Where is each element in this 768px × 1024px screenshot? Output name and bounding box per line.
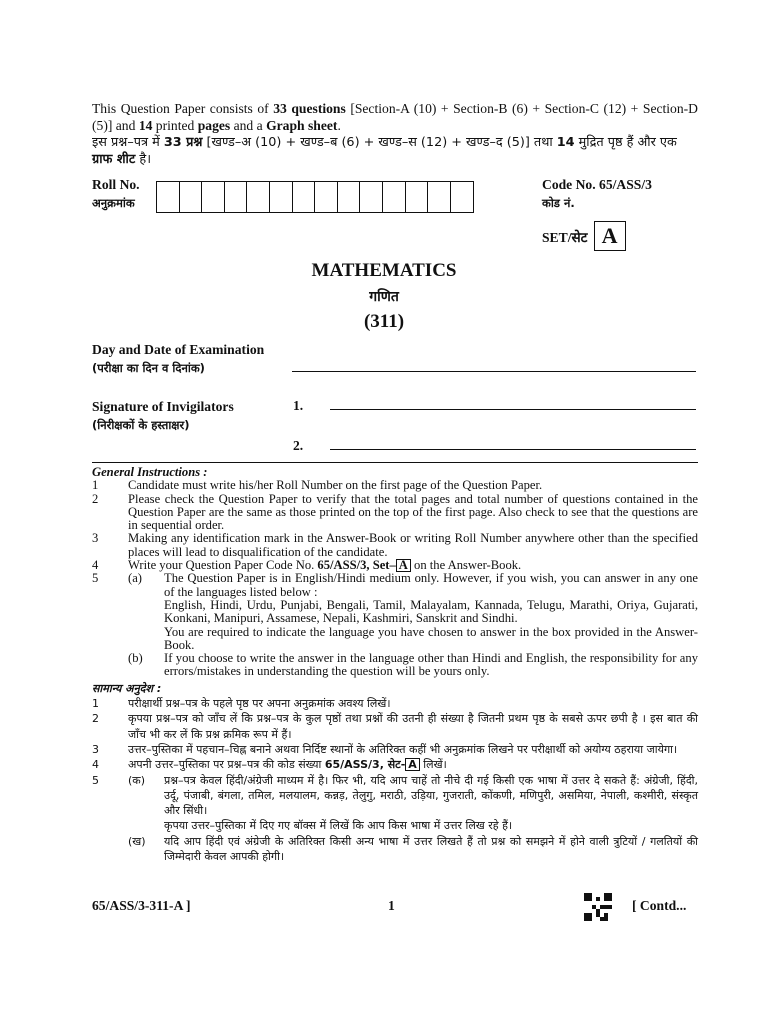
code-number [542,176,652,212]
code-label-en: Code No. 65/ASS/3 [542,177,652,192]
instruction-item [92,572,698,652]
instruction-text-part: The Question Paper is in English/Hindi medium only. However, if you wish, you can answer in any one of the languages listed below : [164,571,698,599]
instruction-number: 5 [92,773,99,787]
intro-question-count: 33 questions [273,101,346,116]
intro-hi-text: इस प्रश्न–पत्र में [92,135,164,150]
set-label: SET/सेट [542,229,588,245]
instruction-text-part: You are required to indicate the language you have chosen to answer in the box provided in the Answer-Book. [164,624,698,652]
hindi-instruction-item [92,742,698,757]
roll-number-digit-box[interactable] [360,182,383,212]
invigilator-1-line[interactable] [330,409,696,410]
roll-number-digit-box[interactable] [202,182,225,212]
instruction-number: 4 [92,758,99,772]
intro-pages-word: pages [197,118,231,133]
set-value-box: A [594,221,626,251]
roll-label-hi: अनुक्रमांक [92,196,135,210]
instruction-text [164,572,698,652]
instruction-text: यदि आप हिंदी एवं अंग्रेजी के अतिरिक्त किसी अन्य भाषा में उत्तर लिखते हैं तो प्रश्न को समझने में होने वाली त्रुटियों / गलतियों की जिम्मेदारी केवल आपकी होगी। [164,834,698,864]
roll-number-digit-box[interactable] [180,182,203,212]
instruction-text: कृपया प्रश्न–पत्र को जाँच लें कि प्रश्न–पत्र के कुल पृष्ठों तथा प्रश्नों की उतनी ही संख्या है जितनी प्रथम पृष्ठ के सबसे ऊपर छपी है । इस बात की जाँच भी कर लें कि प्रश्न क्रमिक रूप में हैं। [128,712,698,741]
instruction-text: Please check the Question Paper to verify that the total pages and total number of questions contained in the Question Paper are the same as those printed on the top of the first page. Also check to see that the questions are in sequential order. [128,491,698,533]
instruction-number: 1 [92,478,99,493]
instruction-item [92,652,698,679]
subject-code: (311) [363,311,405,332]
instruction-item [92,532,698,559]
intro-hi-graph-sheet: ग्राफ शीट [92,152,136,167]
exam-date-label-en: Day and Date of Examination [92,342,265,357]
instruction-number: 1 [92,697,99,711]
invigilator-2-number: 2. [293,438,304,453]
roll-number-digit-box[interactable] [383,182,406,212]
instruction-text-part: प्रश्न–पत्र केवल हिंदी/अंग्रेजी माध्यम में है। फिर भी, यदि आप चाहें तो नीचे दी गई किसी एक भाषा में उत्तर दे सकते हैं: अंग्रेजी, हिंदी, उर्दू, पंजाबी, बंगला, तमिल, मलयालम, कन्नड़, तेलुगु, मराठी, उड़िया, गुजराती, कोंकणी, मणिपुरी, असमिया, नेपाली, कश्मीरी, संस्कृत और सिंधी। [164,773,698,818]
hindi-instruction-item [92,696,698,711]
instruction-number: 3 [92,531,99,546]
intro-hi-text: है। [135,152,152,167]
hindi-instruction-item [92,711,698,742]
hindi-instruction-item [92,834,698,865]
instruction-sub-label: (b) [128,651,143,666]
roll-number-label [92,176,140,212]
instruction-sub-label: (क) [128,773,146,787]
invigilators-label [92,397,234,435]
roll-number-digit-box[interactable] [157,182,180,212]
hindi-instruction-item [92,773,698,834]
instruction-number: 4 [92,558,99,573]
intro-hi-question-count: 33 प्रश्न [163,135,203,150]
roll-number-boxes[interactable] [156,181,474,213]
instruction-number: 2 [92,712,99,726]
invigilators-label-en: Signature of Invigilators [92,399,234,414]
intro-text: printed [152,118,198,133]
instruction-text-part: Write your Question Paper Code No. [128,558,318,573]
invigilator-2-line[interactable] [330,449,696,450]
divider [92,462,698,463]
instruction-code: 65/ASS/3, Set– [317,558,396,573]
roll-number-digit-box[interactable] [270,182,293,212]
instruction-code: 65/ASS/3, सेट- [324,758,406,772]
instruction-text [164,773,698,834]
instruction-text: परीक्षार्थी प्रश्न–पत्र के पहले पृष्ठ पर अपना अनुक्रमांक अवश्य लिखें। [128,697,391,711]
roll-number-digit-box[interactable] [247,182,270,212]
instruction-text: Making any identification mark in the Answer-Book or writing Roll Number anywhere other than the specified places will lead to disqualification of the candidate. [128,531,698,559]
exam-date-line[interactable] [292,371,696,372]
subject-title-hindi: गणित [369,289,399,305]
exam-date-label [92,340,264,378]
intro-hi-text: [खण्ड–अ (10) + खण्ड–ब (6) + खण्ड–स (12) + खण्ड–द (5)] तथा [202,135,557,150]
instruction-sub-label: (a) [128,571,142,586]
footer-page-number: 1 [388,898,395,913]
inline-set-box: A [396,559,411,572]
instruction-text [128,757,698,772]
roll-number-digit-box[interactable] [293,182,316,212]
instruction-text: If you choose to write the answer in the language other than Hindi and English, the responsibility for any errors/mistakes in understanding the question will be yours only. [164,651,698,679]
roll-number-digit-box[interactable] [338,182,361,212]
invigilators-label-hi: (निरीक्षकों के हस्ताक्षर) [92,418,190,432]
instruction-text: Candidate must write his/her Roll Number on the first page of the Question Paper. [128,478,543,493]
instruction-item [92,479,698,492]
qr-code-icon [584,893,612,921]
intro-english [92,100,698,134]
general-instructions-heading: General Instructions : [92,465,208,479]
intro-text: This Question Paper consists of [92,101,274,116]
roll-number-digit-box[interactable] [225,182,248,212]
intro-hindi [92,134,698,168]
intro-text: [Section-A (10) + Section-B (6) + Section-C (12) + Section-D (5)] and [92,101,698,133]
roll-label-en: Roll No. [92,177,140,192]
footer-paper-code: 65/ASS/3-311-A ] [92,898,191,913]
roll-number-digit-box[interactable] [428,182,451,212]
footer-contd: [ Contd... [632,898,687,913]
intro-text: and a [230,118,267,133]
instruction-number: 3 [92,742,99,756]
roll-number-digit-box[interactable] [406,182,429,212]
instruction-text: उत्तर–पुस्तिका में पहचान–चिह्न बनाने अथवा निर्दिष्ट स्थानों के अतिरिक्त कहीं भी अनुक्रमांक लिखने पर परीक्षार्थी को अयोग्य ठहराया जायेगा। [128,742,678,756]
hindi-instruction-item [92,757,698,772]
instruction-sub-label: (ख) [128,834,146,848]
set-indicator [542,221,626,251]
inline-set-box: A [405,758,420,771]
roll-number-digit-box[interactable] [451,182,474,212]
intro-hi-page-count: 14 [556,135,575,150]
general-instructions [92,466,698,864]
instruction-text-part: लिखें। [419,758,447,772]
intro-graph-sheet: Graph sheet [266,118,338,133]
intro-text: . [337,118,341,133]
instruction-number: 2 [92,491,99,506]
instruction-languages: English, Hindi, Urdu, Punjabi, Bengali, Tamil, Malayalam, Kannada, Telugu, Marathi, Oriya, Gujarati, Konkani, Manipuri, Assamese, Nepali, Kashmiri, Sanskrit and Sindhi. [164,597,698,626]
instruction-item [92,559,698,572]
subject-title: MATHEMATICS [311,260,457,281]
code-label-hi: कोड नं. [542,196,575,210]
roll-number-digit-box[interactable] [315,182,338,212]
intro-hi-text: मुद्रित पृष्ठ हैं और एक [574,135,677,150]
instruction-text-part: कृपया उत्तर–पुस्तिका में दिए गए बॉक्स में लिखें कि आप किस भाषा में उत्तर लिख रहे हैं। [164,819,513,833]
instruction-item [92,493,698,533]
exam-date-label-hi: (परीक्षा का दिन व दिनांक) [92,361,205,375]
hindi-instructions-heading: सामान्य अनुदेश : [92,681,162,695]
instruction-text [128,559,698,572]
instruction-number: 5 [92,571,99,586]
instruction-text-part: अपनी उत्तर–पुस्तिका पर प्रश्न–पत्र की कोड संख्या [128,758,325,772]
instruction-text-part: on the Answer-Book. [410,558,522,573]
invigilator-1-number: 1. [293,398,304,413]
intro-page-count: 14 [138,118,153,133]
